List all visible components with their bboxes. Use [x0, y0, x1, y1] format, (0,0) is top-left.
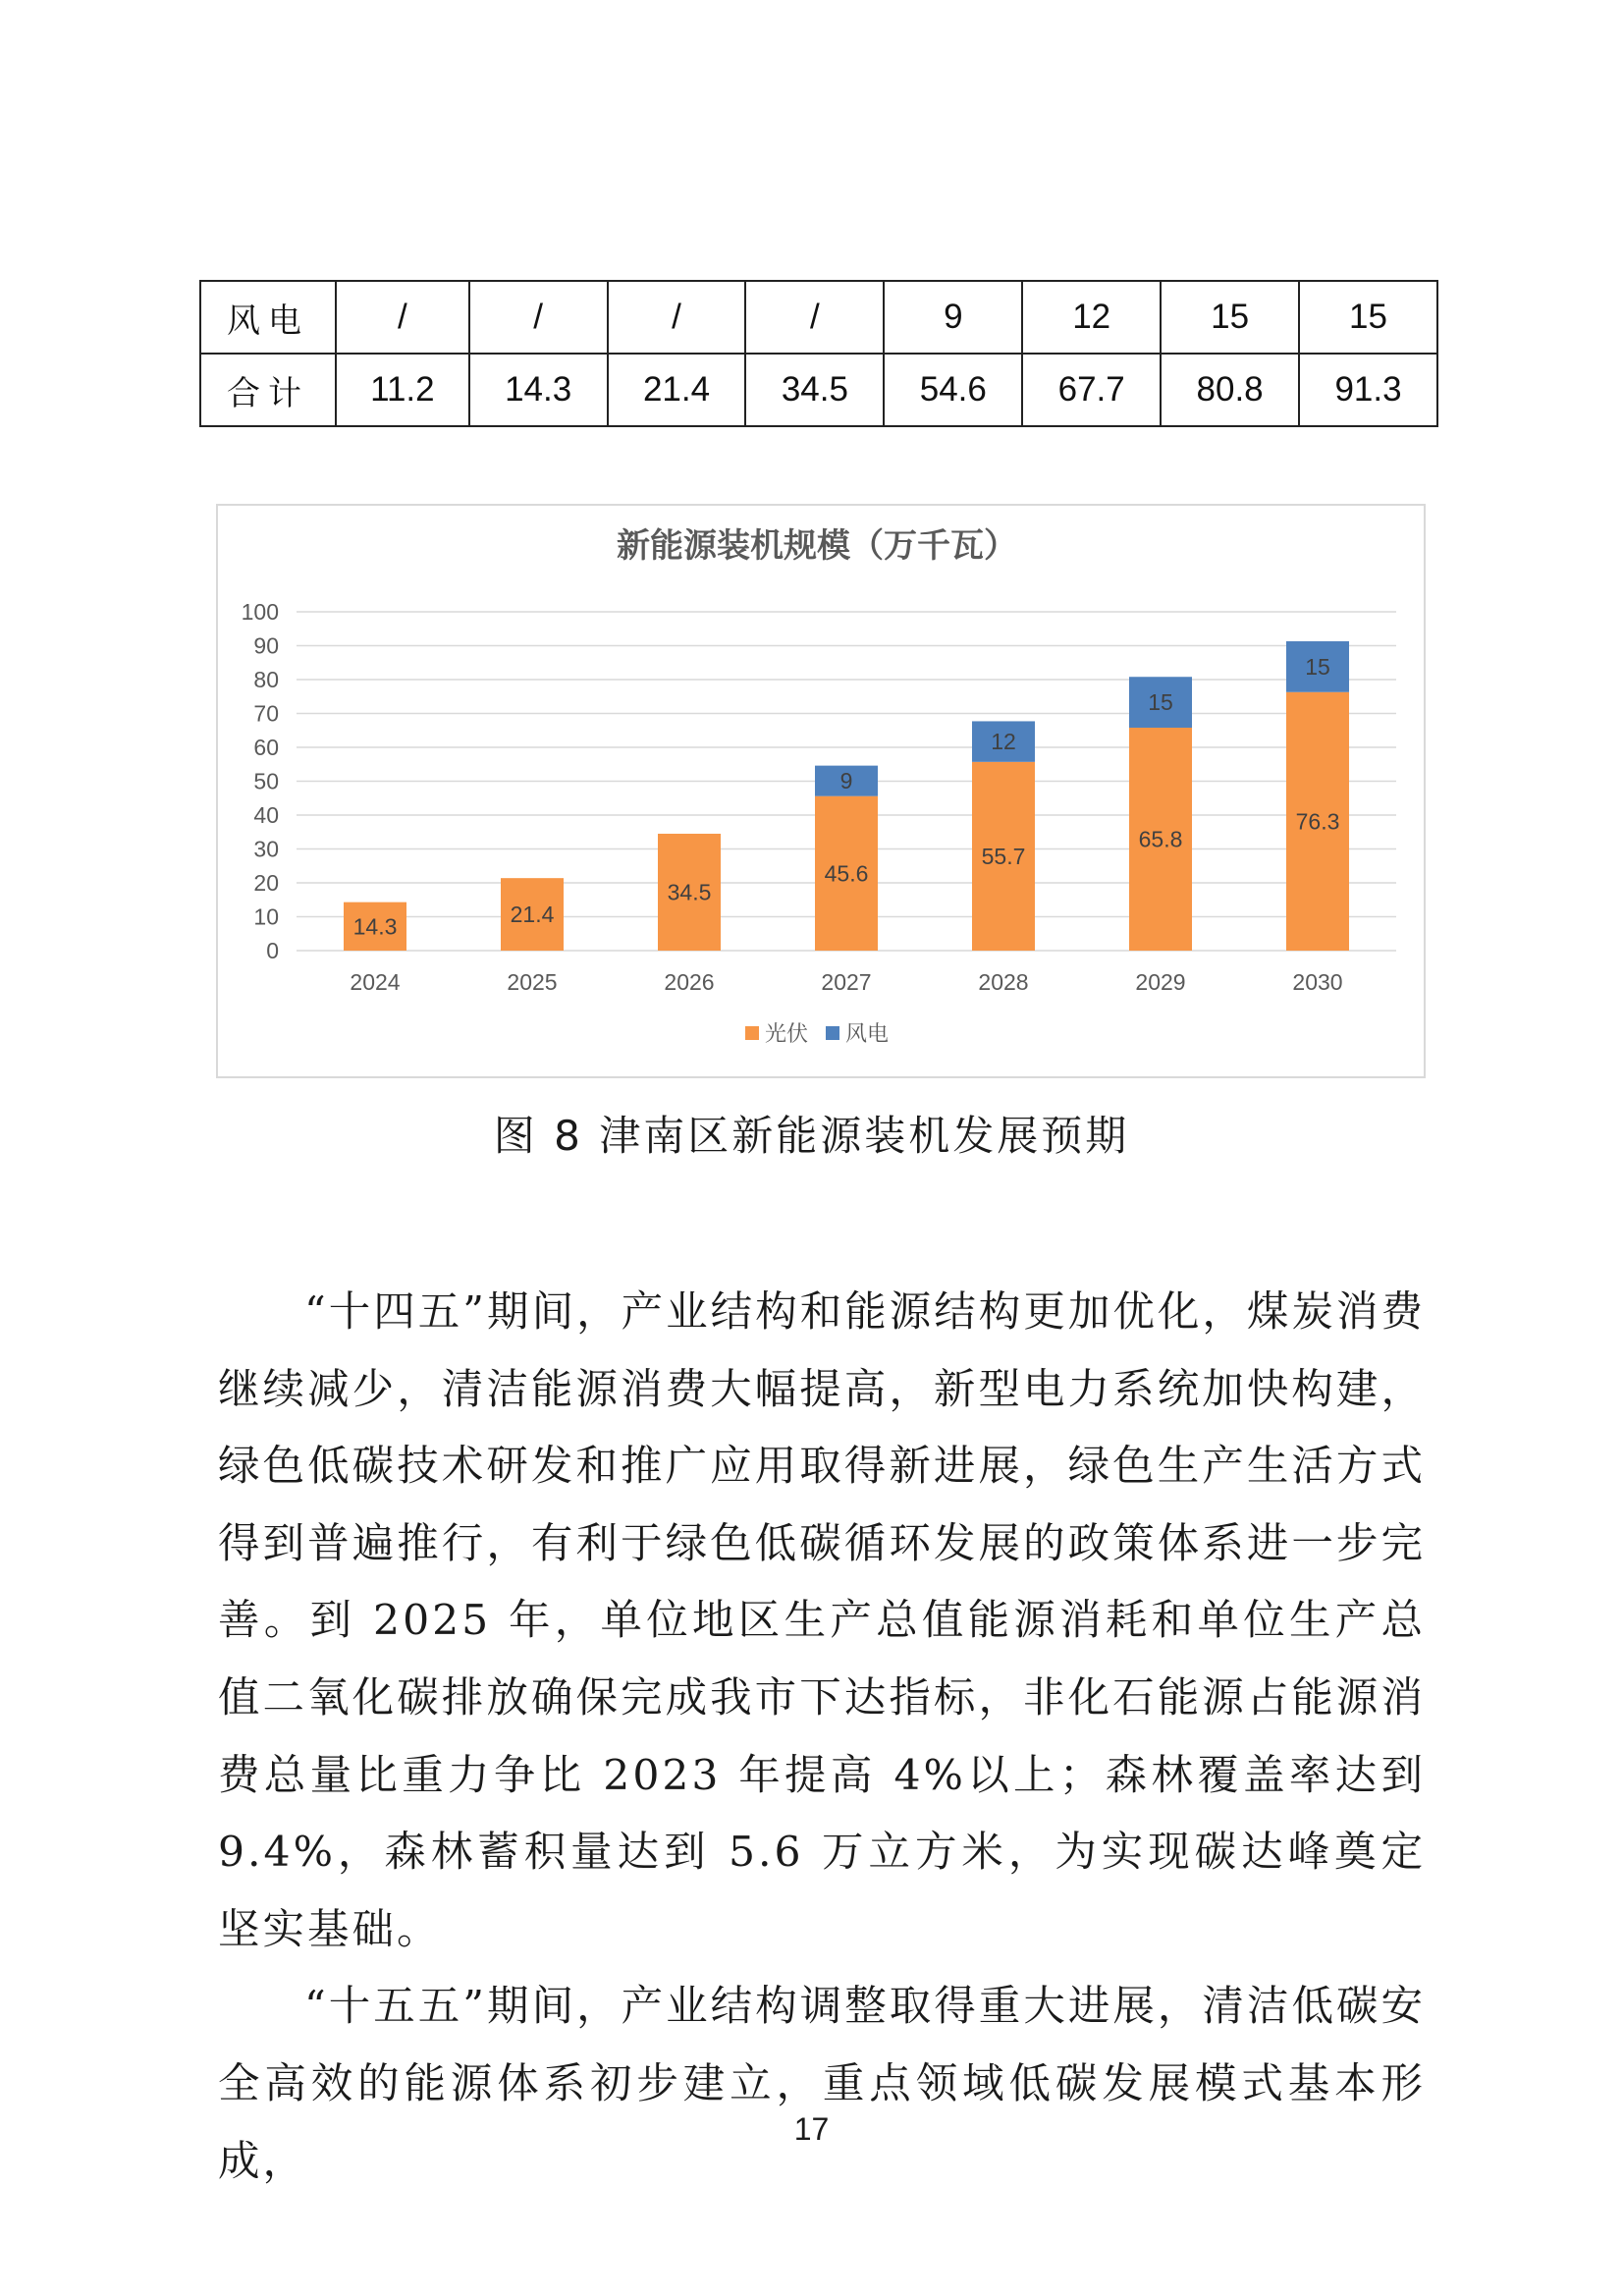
figure-caption: 图 8 津南区新能源装机发展预期	[493, 1112, 1130, 1160]
y-tick-label: 10	[253, 903, 279, 930]
table-cell: 34.5	[745, 354, 884, 426]
x-tick-label: 2025	[507, 969, 558, 995]
table-row	[200, 281, 1437, 354]
legend-swatch-wind	[826, 1026, 839, 1040]
data-label: 45.6	[824, 860, 869, 887]
table-cell: 15	[1299, 281, 1437, 354]
x-tick-label: 2028	[978, 969, 1029, 995]
table-row	[200, 354, 1437, 426]
paragraph: “十五五”期间，产业结构调整取得重大进展，清洁低碳安全高效的能源体系初步建立，重点领域低碳发展模式基本形成，	[218, 1983, 1426, 2186]
table-cell: 21.4	[608, 354, 746, 426]
chart-title: 新能源装机规模（万千瓦）	[617, 526, 1017, 566]
table-cell: 12	[1022, 281, 1161, 354]
table-cell: /	[745, 281, 884, 354]
y-tick-label: 30	[253, 836, 279, 862]
capacity-chart	[218, 506, 1424, 1076]
table-cell: 91.3	[1299, 354, 1437, 426]
table-cell: 67.7	[1022, 354, 1161, 426]
capacity-table	[199, 280, 1438, 427]
row-label: 合计	[200, 354, 336, 426]
table-cell: 9	[884, 281, 1022, 354]
table-cell: /	[608, 281, 746, 354]
data-label: 76.3	[1295, 808, 1340, 835]
table-cell: /	[469, 281, 608, 354]
y-tick-label: 0	[266, 938, 279, 963]
y-tick-label: 90	[253, 632, 279, 659]
data-label: 65.8	[1138, 826, 1183, 852]
row-label: 风电	[200, 281, 336, 354]
table-body	[200, 281, 1437, 426]
y-tick-label: 50	[253, 768, 279, 794]
x-tick-label: 2030	[1292, 969, 1343, 995]
table-cell: 15	[1161, 281, 1299, 354]
table-cell: 14.3	[469, 354, 608, 426]
page-number: 17	[793, 2111, 830, 2147]
legend-label: 光伏	[765, 1022, 809, 1047]
table-cell: 11.2	[336, 354, 469, 426]
data-label: 12	[991, 729, 1016, 755]
table-cell: 54.6	[884, 354, 1022, 426]
y-tick-label: 20	[253, 870, 279, 896]
legend-label: 风电	[845, 1022, 890, 1047]
y-tick-label: 60	[253, 735, 279, 760]
table-cell: 80.8	[1161, 354, 1299, 426]
x-tick-label: 2027	[821, 969, 872, 995]
data-label: 15	[1148, 689, 1173, 716]
data-label: 9	[839, 768, 853, 794]
data-label: 15	[1305, 653, 1330, 680]
body-text	[218, 1275, 1426, 2201]
data-label: 21.4	[510, 902, 555, 928]
data-label: 14.3	[352, 913, 398, 940]
y-tick-label: 40	[253, 802, 279, 828]
legend-swatch-solar	[745, 1026, 759, 1040]
x-tick-label: 2024	[350, 969, 401, 995]
data-label: 55.7	[981, 843, 1026, 869]
x-tick-label: 2026	[664, 969, 715, 995]
table-cell: /	[336, 281, 469, 354]
y-tick-label: 80	[253, 667, 279, 692]
data-label: 34.5	[667, 879, 712, 905]
chart-frame	[216, 504, 1426, 1078]
y-tick-label: 70	[253, 700, 279, 727]
paragraph: “十四五”期间，产业结构和能源结构更加优化，煤炭消费继续减少，清洁能源消费大幅提高，新型电力系统加快构建，绿色低碳技术研发和推广应用取得新进展，绿色生产生活方式得到普遍推行，有利于绿色低碳循环发展的政策体系进一步完善。到 2025 年，单位地区生产总值能源消耗和单位生产总值二氧化碳排放确保完成我市下达指标，非化石能源占能源消费总量比重力争比 2023 年提高 4%以上；森林覆盖率达到 9.4%，森林蓄积量达到 5.6 万立方米，为实现碳达峰奠定坚实基础。	[218, 1288, 1426, 1954]
x-tick-label: 2029	[1135, 969, 1186, 995]
y-tick-label: 100	[241, 599, 279, 625]
